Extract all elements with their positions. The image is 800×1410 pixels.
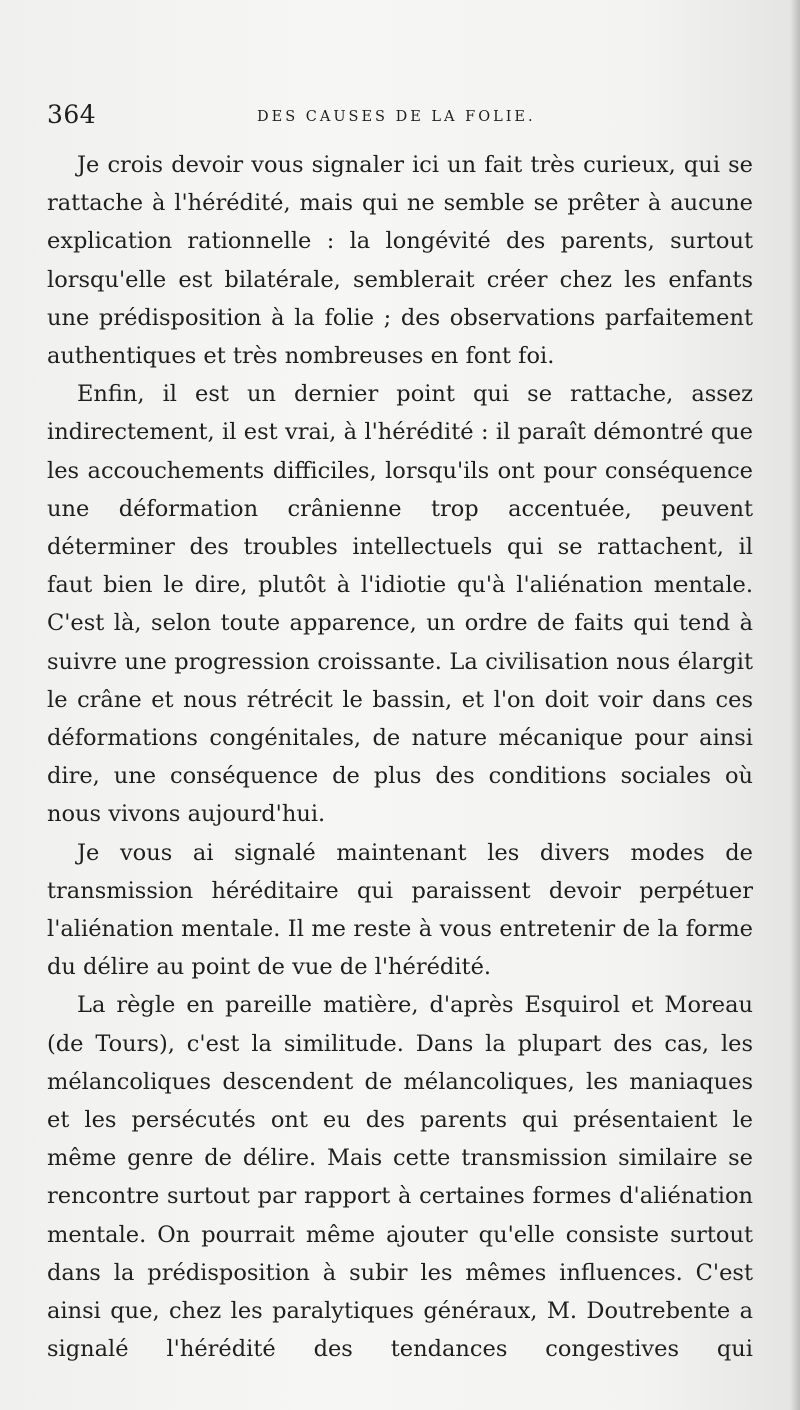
running-title: DES CAUSES DE LA FOLIE. [257, 109, 536, 125]
paragraph-longevity: Je crois devoir vous signaler ici un fait très curieux, qui se rattache à l'hérédité, mais qui ne semble se prêter à aucune explication rationnelle : la longévité des parents, surtout lorsqu'elle est bilatérale, semblerait créer chez les enfants une prédisposition à la folie ; des observations parfaitement authentiques et très nombreuses en font foi. [47, 152, 753, 370]
page-edge-shadow [790, 0, 800, 1410]
page-header [47, 100, 753, 134]
paragraph-transmission-modes: Je vous ai signalé maintenant les divers modes de transmission héréditaire qui paraissent devoir perpétuer l'aliénation mentale. Il me reste à vous entretenir de la forme du délire au point de vue de l'hérédité. [47, 839, 753, 981]
body-text [47, 146, 753, 1369]
paragraph-similitude-rule: La règle en pareille matière, d'après Esquirol et Moreau (de Tours), c'est la similitude. Dans la plupart des cas, les mélancoliques descendent de mélancoliques, les maniaques et les persécutés ont eu des parents qui présentaient le même genre de délire. Mais cette transmission similaire se rencontre surtout par rapport à certaines formes d'aliénation mentale. On pourrait même ajouter qu'elle consiste surtout dans la prédisposition à subir les mêmes influences. C'est ainsi que, chez les paralytiques généraux, M. Doutrebente a signalé l'hérédité des tendances congestives qui [47, 992, 753, 1363]
paragraph-difficult-births: Enfin, il est un dernier point qui se rattache, assez indirectement, il est vrai, à l'hérédité : il paraît démontré que les accouchements difficiles, lorsqu'ils ont pour conséquence une déformation crânienne trop accentuée, peuvent déterminer des troubles intellectuels qui se rattachent, il faut bien le dire, plutôt à l'idiotie qu'à l'aliénation mentale. C'est là, selon toute apparence, un ordre de faits qui tend à suivre une progression croissante. La civilisation nous élargit le crâne et nous rétrécit le bassin, et l'on doit voir dans ces déformations congénitales, de nature mécanique pour ainsi dire, une conséquence de plus des conditions sociales où nous vivons aujourd'hui. [47, 381, 753, 828]
page-number: 364 [47, 100, 97, 129]
